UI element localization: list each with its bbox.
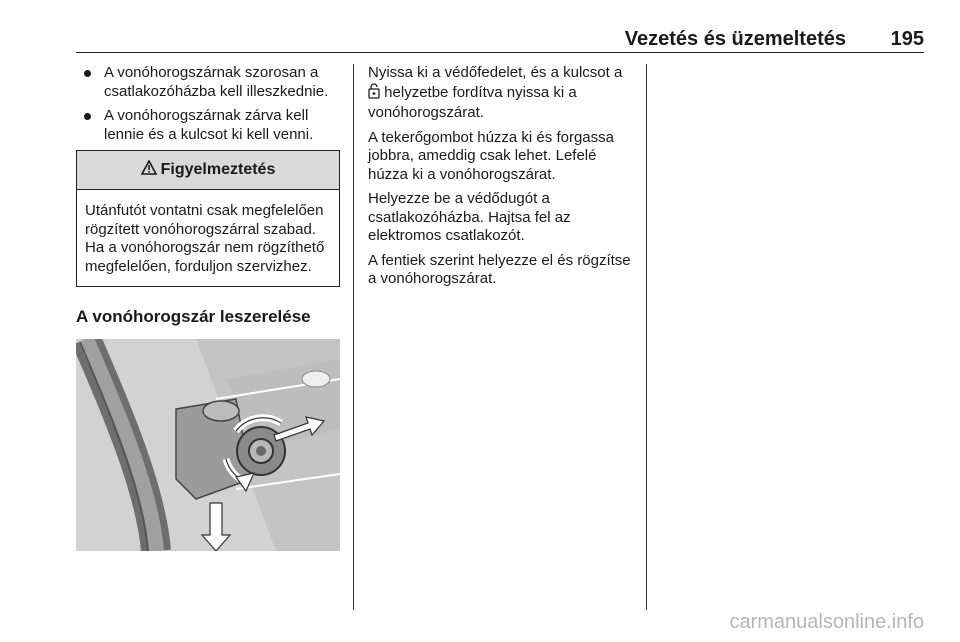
- bullet-dot-icon: [84, 113, 91, 120]
- warning-triangle-icon: [141, 160, 157, 180]
- right-column: [368, 64, 638, 295]
- column-divider-right: [646, 64, 647, 610]
- towbar-removal-illustration: [76, 339, 340, 551]
- column-divider: [353, 64, 354, 610]
- warning-title: Figyelmeztetés: [160, 161, 276, 178]
- list-item: A vonóhorogszárnak szorosan a csatlakozóházba kell illeszkednie.: [76, 64, 340, 101]
- warning-box: [76, 150, 340, 287]
- page-number: 195: [890, 28, 924, 50]
- watermark: carmanualsonline.info: [729, 611, 924, 633]
- bullet-list: [76, 64, 340, 144]
- instruction-paragraph: A tekerőgombot húzza ki és forgassa jobbra, ameddig csak lehet. Lefelé húzza ki a vonóhorogszárat.: [368, 128, 614, 183]
- page-header: [76, 18, 924, 53]
- instruction-paragraph: Helyezze be a védődugót a csatlakozóházba. Hajtsa fel az elektromos csatlakozót.: [368, 190, 571, 244]
- instruction-paragraph: Nyissa ki a védőfedelet, és a kulcsot a helyzetbe fordítva nyissa ki a vonóhorogszárat.: [368, 64, 623, 121]
- list-item: A vonóhorogszárnak zárva kell lennie és a kulcsot ki kell venni.: [76, 107, 340, 144]
- section-subheading: A vonóhorogszár leszerelése: [76, 307, 311, 326]
- section-title: Vezetés és üzemeltetés: [624, 28, 846, 50]
- unlock-key-icon: [368, 83, 380, 105]
- left-column: [76, 64, 340, 551]
- bullet-dot-icon: [84, 70, 91, 77]
- instruction-paragraph: A fentiek szerint helyezze el és rögzítse a vonóhorogszárat.: [368, 251, 631, 287]
- warning-header: [77, 151, 339, 190]
- warning-text: Utánfutót vontatni csak megfelelően rögzített vonóhorogszárral szabad. Ha a vonóhorogszár nem rögzíthető megfelelően, forduljon szervizhez.: [85, 202, 325, 275]
